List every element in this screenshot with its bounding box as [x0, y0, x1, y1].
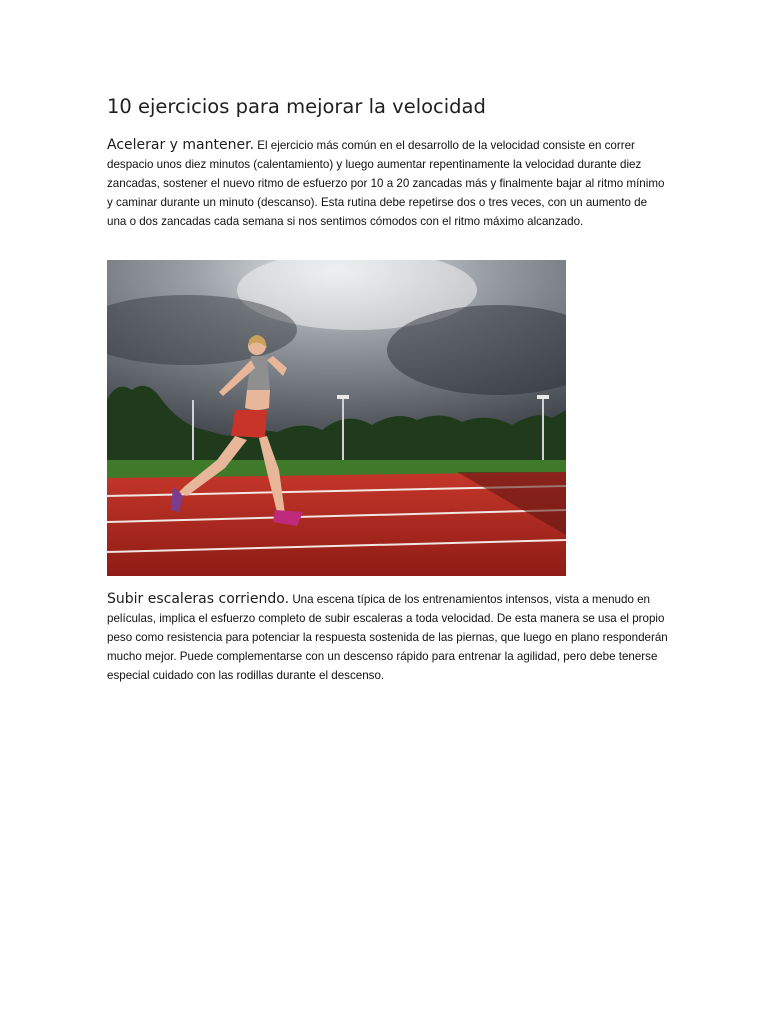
section-heading: Acelerar y mantener. — [107, 137, 255, 153]
section-body: El ejercicio más común en el desarrollo de la velocidad consiste en correr despacio unos diez minutos (calentamiento) y luego aumentar repentinamente la velocidad durante diez zancadas, sostener el nuevo ritmo de esfuerzo por 10 a 20 zancadas más y finalmente bajar al ritmo mínimo y caminar durante un minuto (descanso). Esta rutina debe repetirse dos o tres veces, con un aumento de una o dos zancadas cada semana si nos sentimos cómodos con el ritmo máximo alcanzado. — [107, 139, 665, 228]
section-body: Una escena típica de los entrenamientos intensos, vista a menudo en películas, implica el esfuerzo completo de subir escaleras a toda velocidad. De esta manera se usa el propio peso como resistencia para potenciar la respuesta sostenida de las piernas, que luego en plano responderán mucho mejor. Puede complementarse con un descenso rápido para entrenar la agilidad, pero debe tenerse especial cuidado con las rodillas durante el descenso. — [107, 593, 668, 682]
light-pole — [342, 398, 344, 468]
section-acelerar — [107, 136, 669, 231]
light-pole — [542, 398, 544, 468]
page-title: 10 ejercicios para mejorar la velocidad — [107, 95, 486, 118]
light-pole — [192, 400, 194, 468]
section-heading: Subir escaleras corriendo. — [107, 591, 290, 607]
runner-on-track-photo — [107, 260, 566, 576]
section-escaleras — [107, 590, 669, 685]
